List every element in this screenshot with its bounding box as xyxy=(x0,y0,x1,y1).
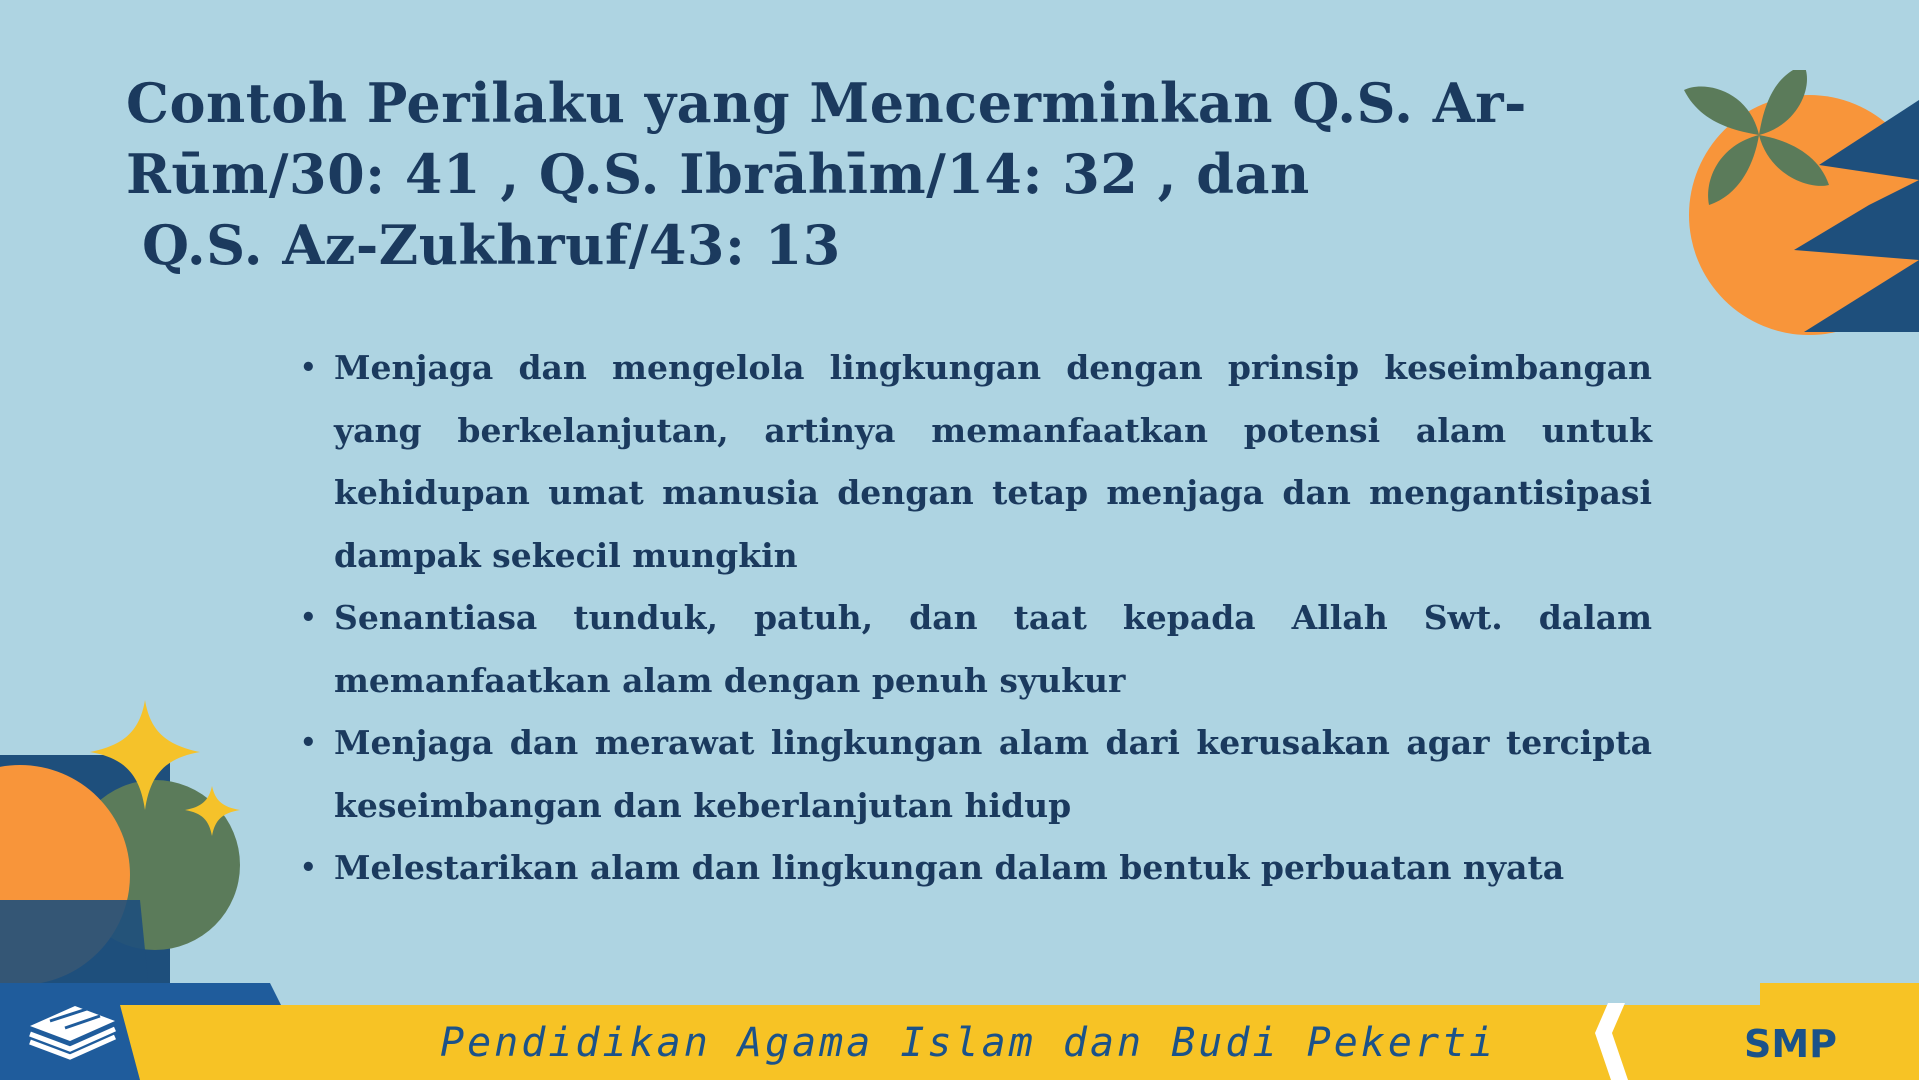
bullet-text: Senantiasa tunduk, patuh, dan taat kepada Allah Swt. dalam memanfaatkan alam dengan penuh syukur xyxy=(334,598,1652,700)
decoration-top-right xyxy=(1639,70,1919,340)
footer-bar xyxy=(0,978,1919,1080)
bullet-list xyxy=(300,337,1652,900)
book-stack-icon xyxy=(20,986,120,1066)
title-line-2: Rūm/30: 41 , Q.S. Ibrāhīm/14: 32 , dan xyxy=(126,142,1310,206)
footer-level-badge: SMP xyxy=(1744,1022,1838,1066)
slide-title xyxy=(126,68,1527,281)
footer-subject: Pendidikan Agama Islam dan Budi Pekerti xyxy=(440,1020,1497,1066)
bullet-marker: • xyxy=(300,728,317,758)
bullet-marker: • xyxy=(300,353,317,383)
bullet-marker: • xyxy=(300,853,317,883)
bullet-text: Menjaga dan merawat lingkungan alam dari kerusakan agar tercipta keseimbangan dan keberlanjutan hidup xyxy=(334,723,1652,825)
title-line-1: Contoh Perilaku yang Mencerminkan Q.S. Ar- xyxy=(126,71,1527,135)
title-line-3: Q.S. Az-Zukhruf/43: 13 xyxy=(142,213,841,277)
decoration-bottom-left xyxy=(0,700,260,1000)
bullet-text: Melestarikan alam dan lingkungan dalam bentuk perbuatan nyata xyxy=(334,848,1565,887)
bullet-item xyxy=(300,337,1652,587)
bullet-marker: • xyxy=(300,603,317,633)
bullet-item xyxy=(300,837,1652,900)
bullet-item xyxy=(300,587,1652,712)
bullet-item xyxy=(300,712,1652,837)
bullet-text: Menjaga dan mengelola lingkungan dengan prinsip keseimbangan yang berkelanjutan, artinya memanfaatkan potensi alam untuk kehidupan umat manusia dengan tetap menjaga dan mengantisipasi dampak sekecil mungkin xyxy=(334,348,1652,575)
